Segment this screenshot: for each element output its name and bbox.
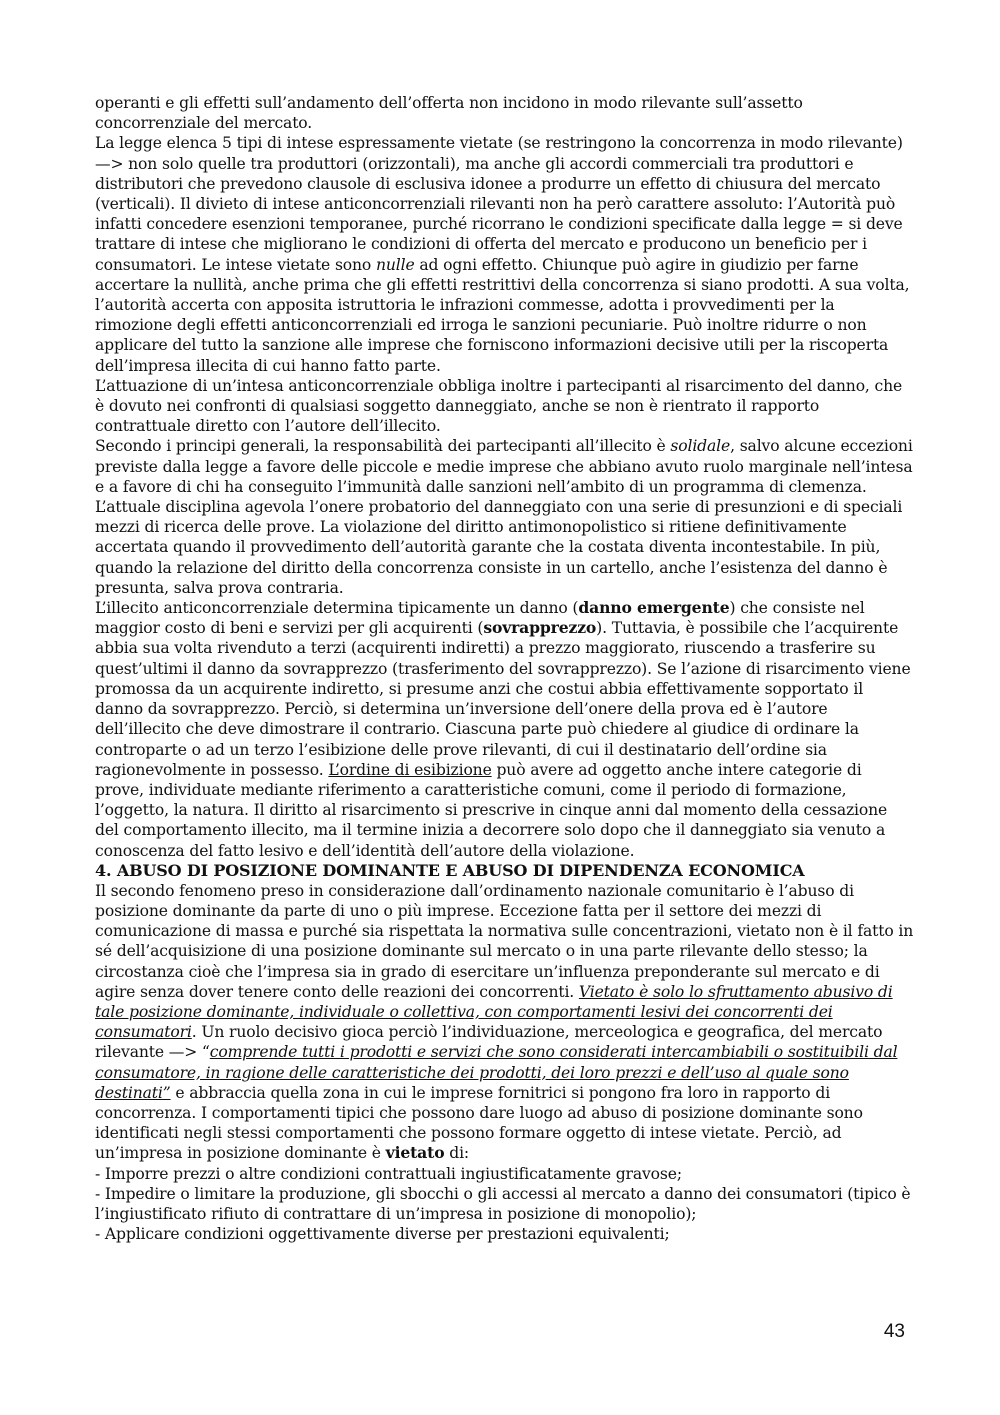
paragraph-1: operanti e gli effetti sull’andamento dell’offerta non incidono in modo rilevante sull’assetto concorrenziale del mercato. [95,94,803,133]
paragraph-2-text-b: ad ogni effetto. Chiunque può agire in giudizio per farne accertare la nullità, anche prima che gli effetti restrittivi della concorrenza si siano prodotti. A sua volta, l’autorità accerta con apposita istruttoria le infrazioni commesse, adotta i provvedimenti per la rimozione degli effetti anticoncorrenziali ed irroga le sanzioni pecuniarie. Può inoltre ridurre o non applicare del tutto la sanzione alle imprese che forniscono informazioni decisive utili per la riscoperta dell’impresa illecita di cui hanno fatto parte. [95,255,910,375]
paragraph-6-text-d: di: [444,1144,470,1163]
paragraph-5-text-b: ) che consiste nel maggior costo di beni e servizi per gli acquirenti ( [95,599,865,638]
paragraph-5 [95,598,915,861]
paragraph-6-text-c: e abbraccia quella zona in cui le imprese fornitrici si pongono fra loro in rapporto di concorrenza. I comportamenti tipici che possono dare luogo ad abuso di posizione dominante sono identificati negli stessi comportamenti che possono formare oggetto di intese vietate. Perciò, ad un’impresa in posizione dominante è [95,1083,863,1163]
underline-ordine-esibizione: L’ordine di esibizione [328,760,492,779]
paragraph-6 [95,881,915,1164]
document-body [95,93,915,1244]
paragraph-5-text-c: ). Tuttavia, è possibile che l’acquirente abbia sua volta rivenduto a terzi (acquirenti indiretti) a prezzo maggiorato, riuscendo a trasferire su quest’ultimi il danno da sovrapprezzo (trasferimento del sovrapprezzo). Se l’azione di risarcimento viene promossa da un acquirente indiretto, si presume anzi che costui abbia effettivamente sopportato il danno da sovrapprezzo. Perciò, si determina un’inversione dell’onere della prova ed è l’autore dell’illecito che deve dimostrare il contrario. Ciascuna parte può chiedere al giudice di ordinare la controparte o ad un terzo l’esibizione delle prove rilevanti, di cui il destinatario dell’ordine sia ragionevolmente in possesso. [95,619,911,779]
list-item: - Imporre prezzi o altre condizioni contrattuali ingiustificatamente gravose; [95,1164,682,1183]
paragraph-4-text-b: , salvo alcune eccezioni previste dalla legge a favore delle piccole e medie imprese che abbiano avuto ruolo marginale nell’intesa e a favore di chi ha conseguito l’immunità dalle sanzioni nell’ambito di un programma di clemenza. L’attuale disciplina agevola l’onere probatorio del danneggiato con una serie di presunzioni e di speciali mezzi di ricerca delle prove. La violazione del diritto antimonopolistico si ritiene definitivamente accertata quando il provvedimento dell’autorità garante che la costata diventa incontestabile. In più, quando la relazione del diritto della concorrenza consiste in un cartello, anche l’esistenza del danno è presunta, salva prova contraria. [95,437,913,597]
bold-danno-emergente: danno emergente [578,598,730,618]
paragraph-2 [95,133,915,375]
underline-italic-comprende: comprende tutti i prodotti e servizi che sono considerati intercambiabili o sostituibili dal consumatore, in ragione delle caratteristiche dei prodotti, dei loro prezzi e dell’uso al quale sono destinati” [95,1043,898,1102]
paragraph-3: L’attuazione di un’intesa anticoncorrenziale obbliga inoltre i partecipanti al risarcimento del danno, che è dovuto nei confronti di qualsiasi soggetto danneggiato, anche se non è rientrato il rapporto contrattuale diretto con l’autore dell’illecito. [95,376,903,436]
section-heading: 4. ABUSO DI POSIZIONE DOMINANTE E ABUSO DI DIPENDENZA ECONOMICA [95,860,805,880]
paragraph-6-text-b: . Un ruolo decisivo gioca perciò l’individuazione, merceologica e geografica, del mercato rilevante —> “ [95,1023,883,1062]
paragraph-2-text-a: La legge elenca 5 tipi di intese espressamente vietate (se restringono la concorrenza in modo rilevante) —> non solo quelle tra produttori (orizzontali), ma anche gli accordi commerciali tra produttori e distributori che prevedono clausole di esclusiva idonee a produrre un effetto di chiusura del mercato (verticali). Il divieto di intese anticoncorrenziali rilevanti non ha però carattere assoluto: l’Autorità può infatti concedere esenzioni temporanee, purché ricorrano le condizioni specificate dalla legge = si deve trattare di intese che migliorano le condizioni di offerta del mercato e producono un beneficio per i consumatori. Le intese vietate sono [95,134,903,274]
paragraph-5-text-a: L’illecito anticoncorrenziale determina tipicamente un danno ( [95,599,579,618]
list-item: - Impedire o limitare la produzione, gli sbocchi o gli accessi al mercato a danno dei consumatori (tipico è l’ingiustificato rifiuto di contrattare di un’impresa in posizione di monopolio); [95,1184,911,1223]
bold-sovrapprezzo: sovrapprezzo [483,618,597,638]
page-number: 43 [883,1321,905,1342]
paragraph-5-text-d: può avere ad oggetto anche intere categorie di prove, individuate mediante riferimento a caratteristiche comuni, come il periodo di formazione, l’oggetto, la natura. Il diritto al risarcimento si prescrive in cinque anni dal momento della cessazione del comportamento illecito, ma il termine inizia a decorrere solo dopo che il danneggiato sia venuto a conoscenza del fatto lesivo e dell’identità dell’autore della violazione. [95,760,888,860]
underline-italic-vietato: Vietato è solo lo sfruttamento abusivo di tale posizione dominante, individuale o collettiva, con comportamenti lesivi dei concorrenti dei consumatori [95,982,893,1042]
bold-vietato: vietato [385,1143,445,1163]
emphasis-solidale: solidale [670,437,731,456]
paragraph-4-text-a: Secondo i principi generali, la responsabilità dei partecipanti all’illecito è [95,437,671,456]
paragraph-6-text-a: Il secondo fenomeno preso in considerazione dall’ordinamento nazionale comunitario è l’abuso di posizione dominante da parte di uno o più imprese. Eccezione fatta per il settore dei mezzi di comunicazione di massa e purché sia rispettata la normativa sulle concentrazioni, vietato non è il fatto in sé dell’acquisizione di una posizione dominante sul mercato o in una parte rilevante dello stesso; la circostanza cioè che l’impresa sia in grado di esercitare un’influenza preponderante sul mercato e di agire senza dover tenere conto delle reazioni dei concorrenti. [95,881,914,1001]
emphasis-nulle: nulle [375,255,415,274]
list-item: - Applicare condizioni oggettivamente diverse per prestazioni equivalenti; [95,1225,670,1244]
paragraph-4 [95,436,915,598]
